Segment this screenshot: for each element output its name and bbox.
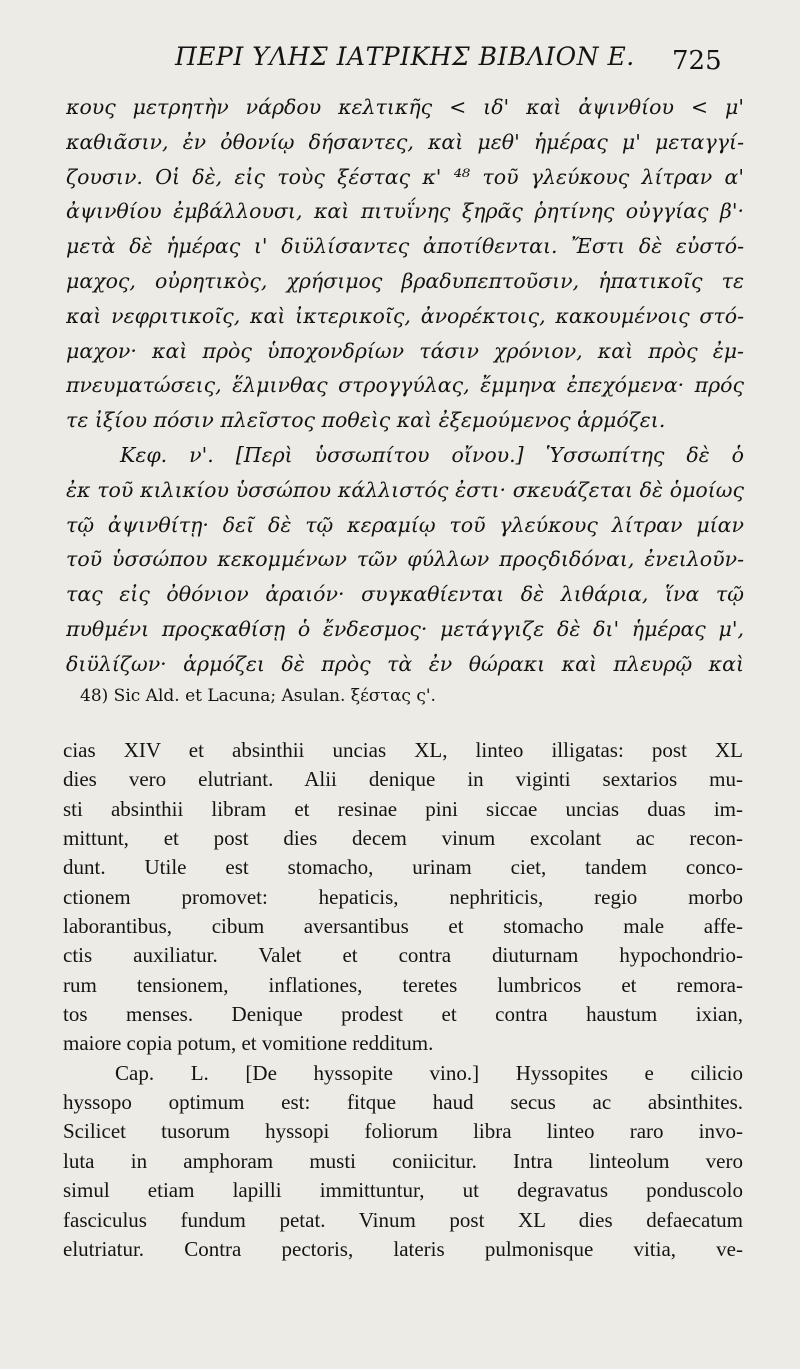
running-title: ΠΕΡΙ ΥΛΗΣ ΙΑΤΡΙΚΗΣ ΒΙΒΛΙΟΝ Ε. bbox=[175, 42, 635, 71]
latin-line: hyssopo optimum est: fitque haud secus ac absinthites. bbox=[63, 1090, 743, 1115]
latin-line: cias XIV et absinthii uncias XL, linteo illigatas: post XL bbox=[63, 738, 743, 762]
latin-chapter-heading-line: Cap. L. [De hyssopite vino.] Hyssopites e cilicio bbox=[115, 1060, 743, 1085]
latin-line: Scilicet tusorum hyssopi foliorum libra linteo raro invo- bbox=[63, 1119, 743, 1144]
greek-line: μαχον· καὶ πρὸς ὑποχονδρίων τάσιν χρόνιον, καὶ πρὸς ἐμ- bbox=[66, 338, 744, 363]
running-header bbox=[0, 38, 800, 78]
latin-line: tos menses. Denique prodest et contra haustum ixian, bbox=[63, 1002, 743, 1027]
greek-line: πυθμένι προςκαθίσῃ ὁ ἔνδεσμος· μετάγγιζε δὲ δι' ἡμέρας μ', bbox=[66, 616, 744, 641]
latin-line: fasciculus fundum petat. Vinum post XL dies defaecatum bbox=[63, 1207, 743, 1232]
latin-line: simul etiam lapilli immittuntur, ut degravatus ponduscolo bbox=[63, 1178, 743, 1203]
greek-line: καὶ νεφριτικοῖς, καὶ ἰκτερικοῖς, ἀνορέκτοις, κακουμένοις στό- bbox=[66, 303, 744, 328]
latin-line: ctionem promovet: hepaticis, nephriticis, regio morbo bbox=[63, 884, 743, 909]
greek-line: τῷ ἀψινθίτῃ· δεῖ δὲ τῷ κεραμίῳ τοῦ γλεύκους λίτραν μίαν bbox=[66, 512, 744, 537]
latin-line: elutriatur. Contra pectoris, lateris pulmonisque vitia, ve- bbox=[63, 1236, 743, 1261]
latin-line: laborantibus, cibum aversantibus et stomacho male affe- bbox=[63, 914, 743, 939]
greek-text-block bbox=[66, 90, 744, 682]
latin-text-block bbox=[63, 736, 743, 1264]
greek-line: ἐκ τοῦ κιλικίου ὑσσώπου κάλλιστός ἐστι· σκευάζεται δὲ ὁμοίως bbox=[66, 477, 744, 502]
latin-line: sti absinthii libram et resinae pini siccae uncias duas im- bbox=[63, 796, 743, 821]
latin-line: ctis auxiliatur. Valet et contra diuturnam hypochondrio- bbox=[63, 943, 743, 968]
latin-line: maiore copia potum, et vomitione redditum. bbox=[63, 1031, 434, 1056]
latin-line: luta in amphoram musti coniicitur. Intra linteolum vero bbox=[63, 1148, 743, 1173]
greek-line: καθιᾶσιν, ἐν ὀθονίῳ δήσαντες, καὶ μεθ' ἡμέρας μ' μεταγγί- bbox=[66, 129, 744, 154]
greek-line: τας εἰς ὀθόνιον ἀραιόν· συγκαθίενται δὲ λιθάρια, ἵνα τῷ bbox=[66, 582, 744, 607]
greek-line: ἀψινθίου ἐμβάλλουσι, καὶ πιτυΐνης ξηρᾶς ῥητίνης οὐγγίας β'· bbox=[66, 199, 744, 224]
greek-line: τε ἰξίου πόσιν πλεῖστος ποθεὶς καὶ ἐξεμούμενος ἁρμόζει. bbox=[66, 408, 666, 433]
greek-line: κους μετρητὴν νάρδου κελτικῆς < ιδ' καὶ ἀψινθίου < μ' bbox=[66, 95, 744, 119]
latin-line: dies vero elutriant. Alii denique in viginti sextarios mu- bbox=[63, 767, 743, 792]
greek-chapter-heading-line: Κεφ. ν'. [Περὶ ὑσσωπίτου οἴνου.] Ὑσσωπίτης δὲ ὁ bbox=[120, 442, 744, 467]
latin-line: dunt. Utile est stomacho, urinam ciet, tandem conco- bbox=[63, 855, 743, 880]
greek-line: μετὰ δὲ ἡμέρας ι' διϋλίσαντες ἀποτίθενται. Ἔστι δὲ εὐστό- bbox=[66, 234, 744, 259]
greek-line: τοῦ ὑσσώπου κεκομμένων τῶν φύλλων προςδιδόναι, ἐνειλοῦν- bbox=[66, 547, 744, 572]
latin-line: rum tensionem, inflationes, teretes lumbricos et remora- bbox=[63, 972, 743, 997]
page-number: 725 bbox=[672, 46, 722, 76]
greek-line: διϋλίζων· ἁρμόζει δὲ πρὸς τὰ ἐν θώρακι καὶ πλευρῷ καὶ bbox=[66, 651, 744, 676]
greek-line: ζουσιν. Οἱ δὲ, εἰς τοὺς ξέστας κ' ⁴⁸ τοῦ γλεύκους λίτραν α' bbox=[66, 164, 744, 189]
latin-line: mittunt, et post dies decem vinum excolant ac recon- bbox=[63, 826, 743, 851]
footnote: 48) Sic Ald. et Lacuna; Asulan. ξέστας ς'. bbox=[80, 686, 436, 706]
greek-line: πνευματώσεις, ἕλμινθας στρογγύλας, ἔμμηνα ἐπεχόμενα· πρός bbox=[66, 373, 744, 398]
greek-line: μαχος, οὐρητικὸς, χρήσιμος βραδυπεπτοῦσιν, ἡπατικοῖς τε bbox=[66, 268, 744, 293]
